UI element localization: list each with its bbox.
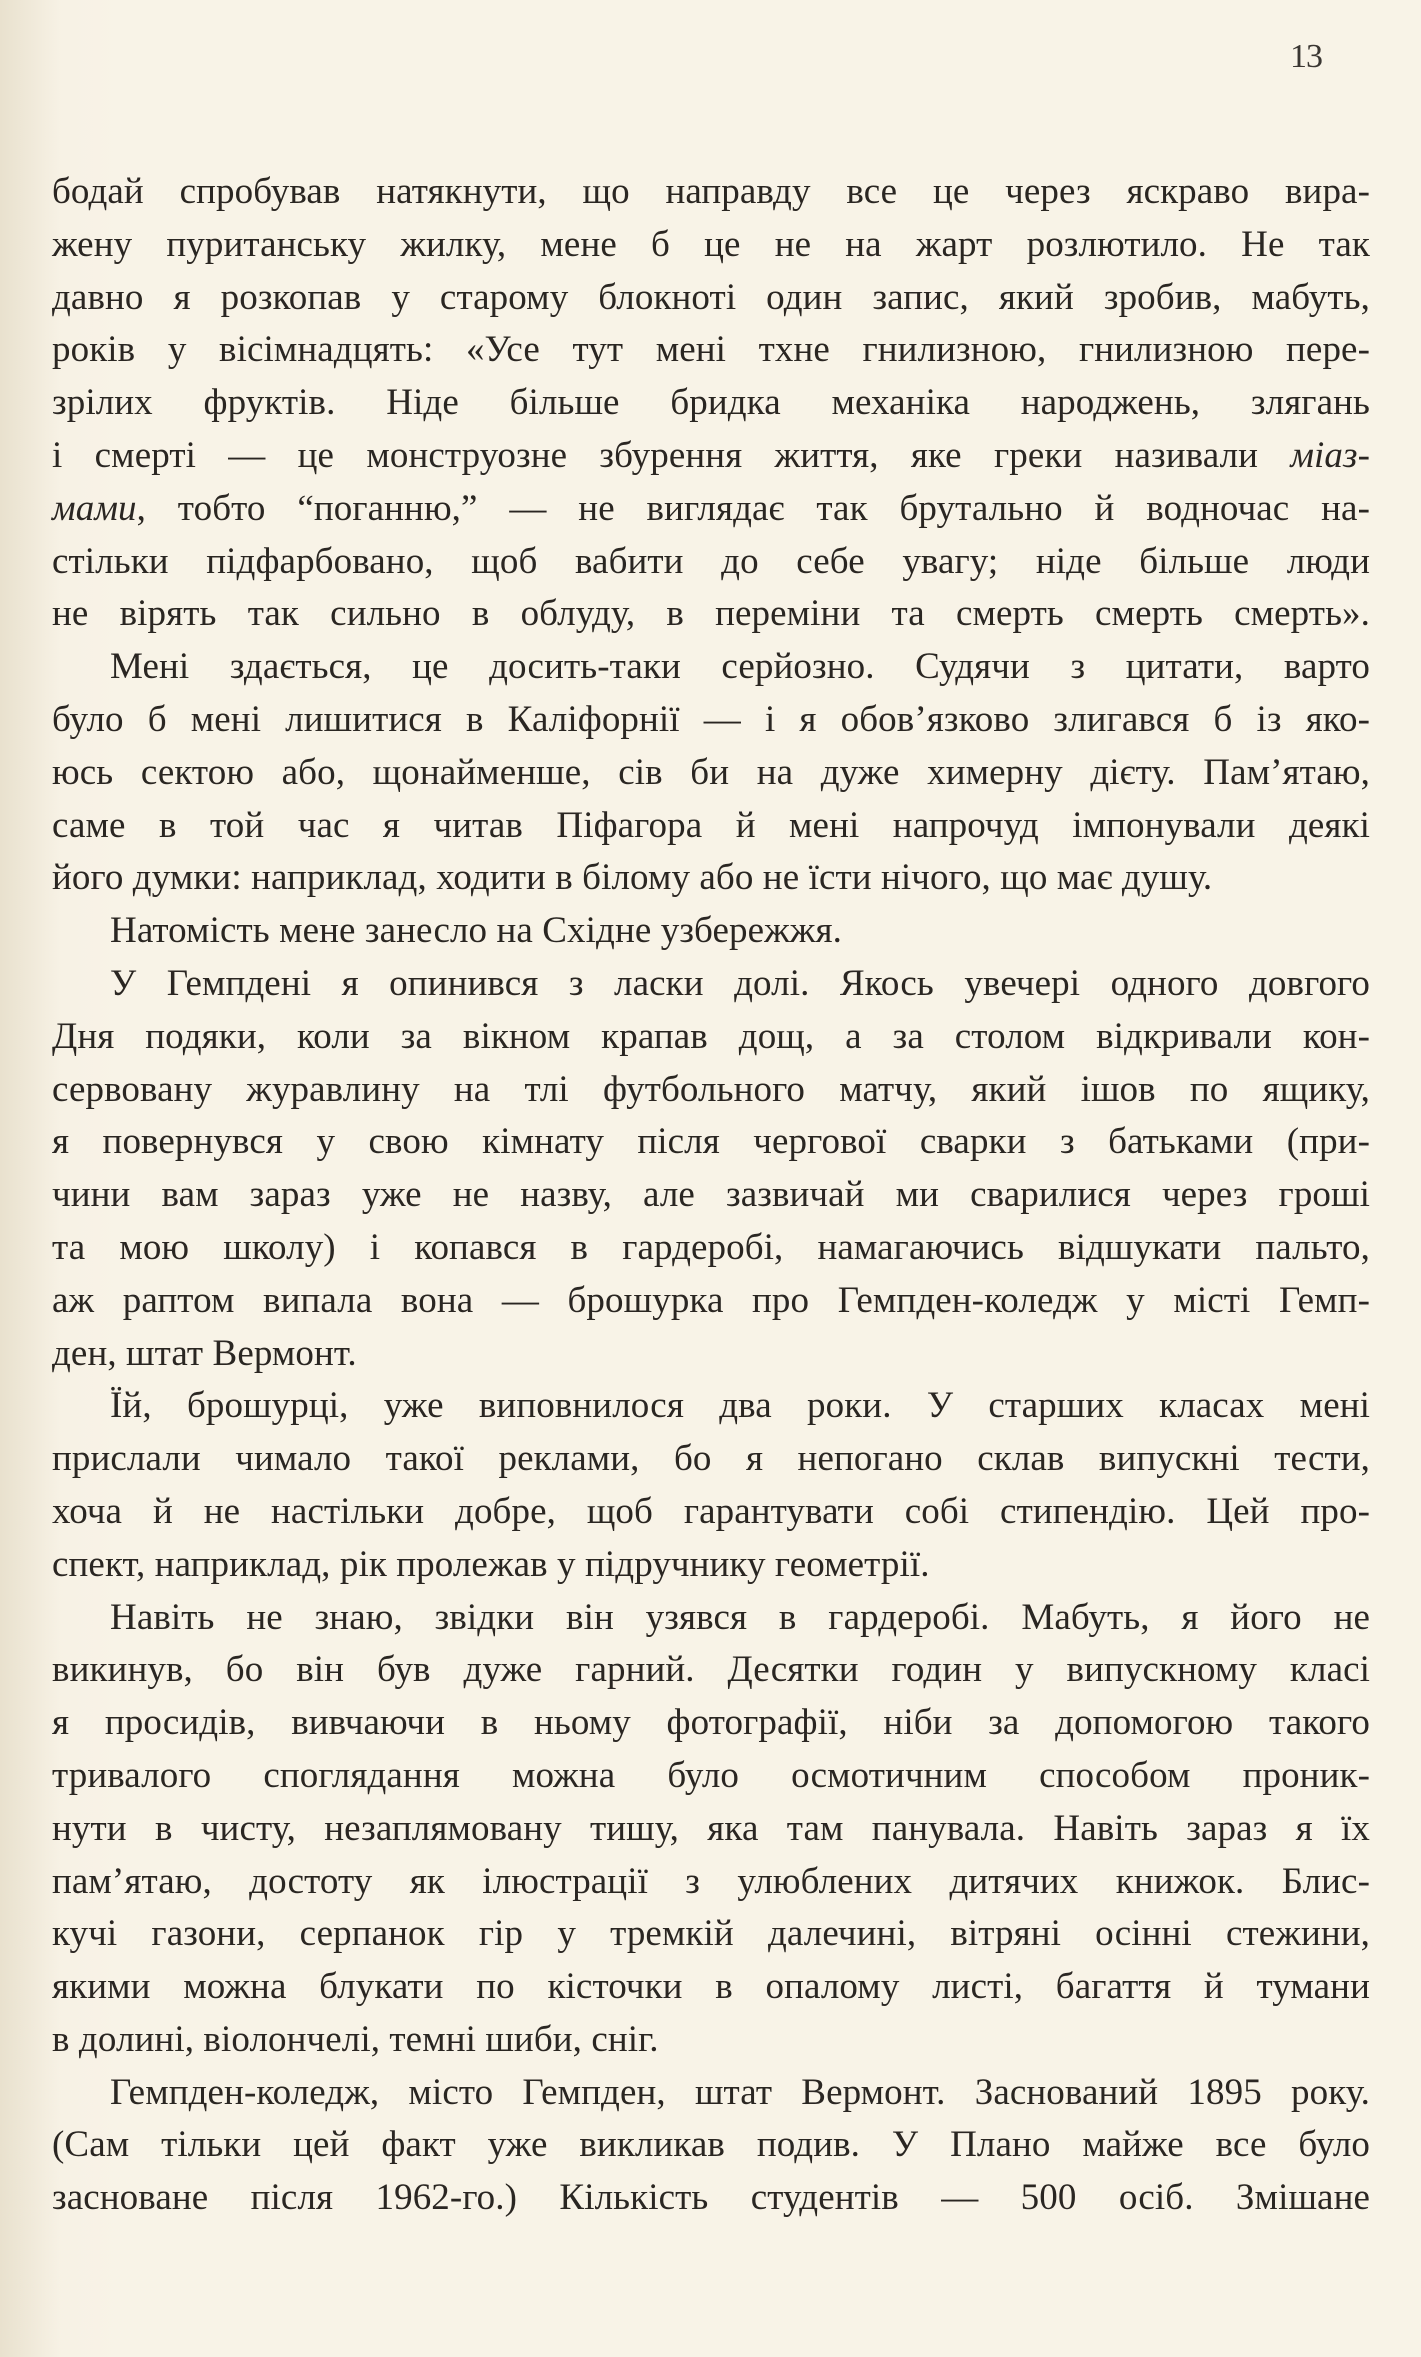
text-line: засноване після 1962-го.) Кількість студентів — 500 осіб. Змішане bbox=[52, 2177, 1370, 2219]
text-line: саме в той час я читав Піфагора й мені напрочуд імпонували деякі bbox=[52, 804, 1370, 846]
text-line: я повернувся у свою кімнату після чергової сварки з батьками (при- bbox=[52, 1121, 1370, 1163]
text-line: давно я розкопав у старому блокноті один запис, який зробив, мабуть, bbox=[52, 276, 1370, 318]
text-line: бодай спробував натякнути, що направду все це через яскраво вира- bbox=[52, 171, 1370, 212]
text-line: Навіть не знаю, звідки він узявся в гардеробі. Мабуть, я його не bbox=[110, 1596, 1370, 1638]
text-line: У Гемпдені я опинився з ласки долі. Якось увечері одного довгого bbox=[110, 962, 1370, 1004]
text-line: нути в чисту, незаплямовану тишу, яка там панувала. Навіть зараз я їх bbox=[52, 1807, 1370, 1849]
text-line: я просидів, вивчаючи в ньому фотографії, ніби за допомогою такого bbox=[52, 1702, 1370, 1744]
text-line: аж раптом випала вона — брошурка про Гемпден-коледж у місті Гемп- bbox=[52, 1279, 1370, 1321]
text-line: ден, штат Вермонт. bbox=[52, 1332, 357, 1374]
text-line: якими можна блукати по кісточки в опалому листі, багаття й тумани bbox=[52, 1966, 1370, 2008]
text-line: було б мені лишитися в Каліфорнії — і я обов’язково злигався б із яко- bbox=[52, 698, 1370, 740]
text-line: Дня подяки, коли за вікном крапав дощ, а за столом відкривали кон- bbox=[52, 1015, 1370, 1057]
text-line: Натомість мене занесло на Східне узбережжя. bbox=[110, 910, 842, 952]
text-line: Їй, брошурці, уже виповнилося два роки. У старших класах мені bbox=[110, 1385, 1370, 1427]
text-line: викинув, бо він був дуже гарний. Десятки годин у випускному класі bbox=[52, 1649, 1370, 1691]
text-line: в долині, віолончелі, темні шиби, сніг. bbox=[52, 2018, 659, 2060]
text-line: кучі газони, серпанок гір у тремкій далечині, вітряні осінні стежини, bbox=[52, 1913, 1370, 1955]
text-line: тривалого споглядання можна було осмотичним способом проник- bbox=[52, 1754, 1370, 1796]
page-number: 13 bbox=[1290, 38, 1322, 75]
text-line: стільки підфарбовано, щоб вабити до себе увагу; ніде більше люди bbox=[52, 540, 1370, 582]
body-text bbox=[52, 166, 1370, 2225]
text-line: та мою школу) і копався в гардеробі, намагаючись відшукати пальто, bbox=[52, 1226, 1370, 1268]
text-line: Мені здається, це досить-таки серйозно. Судячи з цитати, варто bbox=[110, 646, 1370, 688]
italic-term: мами bbox=[52, 487, 137, 529]
text-line: зрілих фруктів. Ніде більше бридка механіка народжень, злягань bbox=[52, 382, 1370, 424]
italic-term: міаз- bbox=[1290, 434, 1370, 476]
text-line: юсь сектою або, щонайменше, сів би на дуже химерну дієту. Пам’ятаю, bbox=[52, 751, 1370, 793]
text-line: не вірять так сильно в облуду, в переміни та смерть смерть смерть». bbox=[52, 593, 1370, 635]
text-line: прислали чимало такої реклами, бо я непогано склав випускні тести, bbox=[52, 1438, 1370, 1480]
text-line: років у вісімнадцять: «Усе тут мені тхне гнилизною, гнилизною пере- bbox=[52, 329, 1370, 371]
text-line: чини вам зараз уже не назву, але зазвичай ми сварилися через гроші bbox=[52, 1174, 1370, 1216]
text-line: сервовану журавлину на тлі футбольного матчу, який ішов по ящику, bbox=[52, 1068, 1370, 1110]
text-line: пам’ятаю, достоту як ілюстрації з улюблених дитячих книжок. Блис- bbox=[52, 1860, 1370, 1902]
text-line: жену пуританську жилку, мене б це не на жарт розлютило. Не так bbox=[52, 223, 1370, 265]
text-line: спект, наприклад, рік пролежав у підручнику геометрії. bbox=[52, 1543, 930, 1585]
text-line: мами, тобто “поганню,” — не виглядає так брутально й водночас на- bbox=[52, 487, 1370, 529]
text-line: Гемпден-коледж, місто Гемпден, штат Вермонт. Заснований 1895 року. bbox=[110, 2071, 1370, 2113]
text-line: (Сам тільки цей факт уже викликав подив. У Плано майже все було bbox=[52, 2124, 1370, 2166]
text-line: його думки: наприклад, ходити в білому або не їсти нічого, що має душу. bbox=[52, 857, 1213, 899]
text-line: хоча й не настільки добре, щоб гарантувати собі стипендію. Цей про- bbox=[52, 1490, 1370, 1532]
text-line: і смерті — це монструозне збурення життя, яке греки називали міаз- bbox=[52, 434, 1370, 476]
